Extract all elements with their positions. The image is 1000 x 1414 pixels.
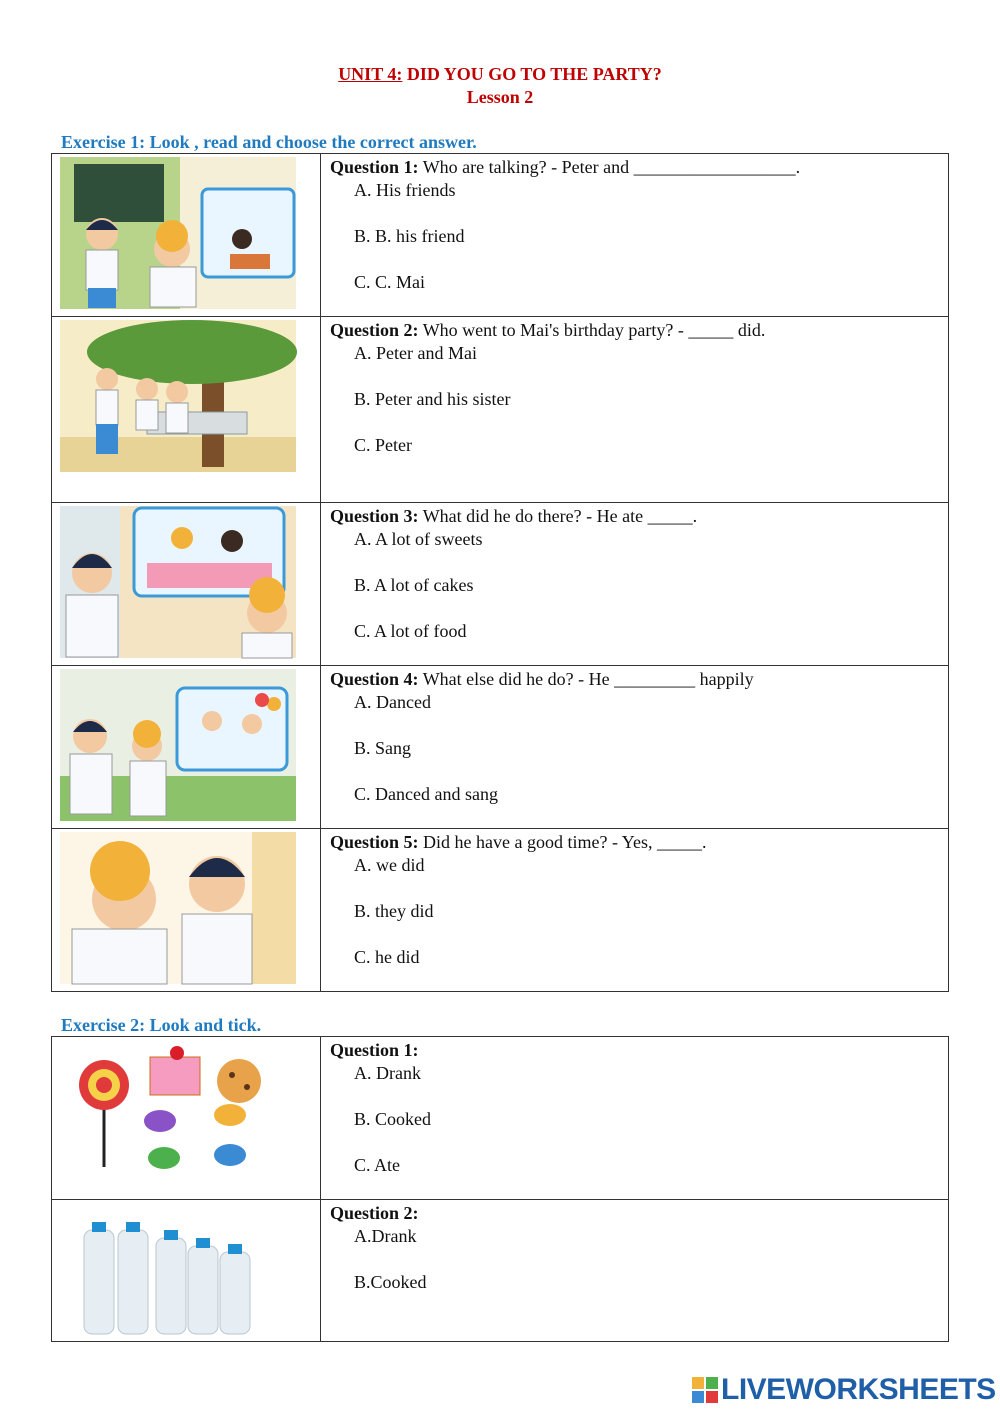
question-label: Question 4: [330,669,419,689]
unit-label: UNIT 4: [338,64,403,84]
picture-cell [52,503,321,666]
option-c[interactable]: C. Ate [354,1155,401,1175]
question-cell [321,829,949,992]
question-label: Question 1: [330,1040,419,1060]
table-row [52,317,949,503]
sweets-and-cakes-picture [52,1037,320,1198]
option-b[interactable]: B. Peter and his sister [354,389,511,409]
picture-cell [52,666,321,829]
question-text: Did he have a good time? - Yes, _____. [418,832,707,852]
option-a[interactable]: A.Drank [354,1226,417,1246]
question-2-ex1 [330,319,948,342]
logo-text: LIVEWORKSHEETS [721,1373,996,1406]
liveworksheets-icon [692,1377,718,1403]
question-cell [321,1037,949,1200]
exercise2-table [51,1036,949,1342]
table-row [52,1200,949,1342]
question-2-ex2 [330,1202,948,1225]
option-b[interactable]: B.Cooked [354,1272,427,1292]
exercise1-heading: Exercise 1: Look , read and choose the correct answer. [61,132,477,152]
question-cell [321,1200,949,1342]
option-c[interactable]: C. Peter [354,435,412,455]
liveworksheets-logo [692,1373,996,1407]
two-boys-picture [52,829,320,990]
picture-cell [52,1200,321,1342]
option-b[interactable]: B. Sang [354,738,412,758]
option-a[interactable]: A. Peter and Mai [354,343,477,363]
question-cell [321,666,949,829]
option-b[interactable]: B. Cooked [354,1109,432,1129]
option-a[interactable]: A. Drank [354,1063,421,1083]
exercise1-table [51,153,949,992]
option-c[interactable]: C. Danced and sang [354,784,498,804]
question-1-ex1 [330,156,948,179]
water-bottles-picture [52,1200,320,1340]
dancing-singing-picture [52,666,320,827]
option-c[interactable]: C. A lot of food [354,621,467,641]
option-c[interactable]: C. he did [354,947,420,967]
picture-cell [52,154,321,317]
option-b[interactable]: B. they did [354,901,434,921]
question-label: Question 2: [330,320,419,340]
question-cell [321,503,949,666]
question-text: What else did he do? - He _________ happily [418,669,754,689]
option-c[interactable]: C. C. Mai [354,272,426,292]
question-cell [321,317,949,503]
table-row [52,154,949,317]
question-label: Question 3: [330,506,419,526]
option-a[interactable]: A. we did [354,855,425,875]
table-row [52,503,949,666]
option-b[interactable]: B. B. his friend [354,226,465,246]
table-row [52,666,949,829]
question-cell [321,154,949,317]
picture-cell [52,317,321,503]
party-food-picture [52,503,320,664]
option-a[interactable]: A. His friends [354,180,456,200]
question-text: Who went to Mai's birthday party? - _____ did. [418,320,766,340]
table-row [52,1037,949,1200]
option-b[interactable]: B. A lot of cakes [354,575,474,595]
picture-cell [52,1037,321,1200]
option-a[interactable]: A. A lot of sweets [354,529,483,549]
question-label: Question 2: [330,1203,419,1223]
unit-title [0,63,1000,85]
question-text: What did he do there? - He ate _____. [418,506,698,526]
unit-title-text: DID YOU GO TO THE PARTY? [402,64,662,84]
option-a[interactable]: A. Danced [354,692,431,712]
boys-talking-picture [52,154,320,315]
picture-cell [52,829,321,992]
question-1-ex2 [330,1039,948,1062]
question-5-ex1 [330,831,948,854]
kids-on-bench-picture [52,317,320,501]
question-4-ex1 [330,668,948,691]
lesson-title: Lesson 2 [466,87,534,107]
question-label: Question 1: [330,157,419,177]
exercise2-heading: Exercise 2: Look and tick. [61,1015,262,1035]
question-label: Question 5: [330,832,419,852]
question-text: Who are talking? - Peter and __________________. [418,157,801,177]
table-row [52,829,949,992]
question-3-ex1 [330,505,948,528]
